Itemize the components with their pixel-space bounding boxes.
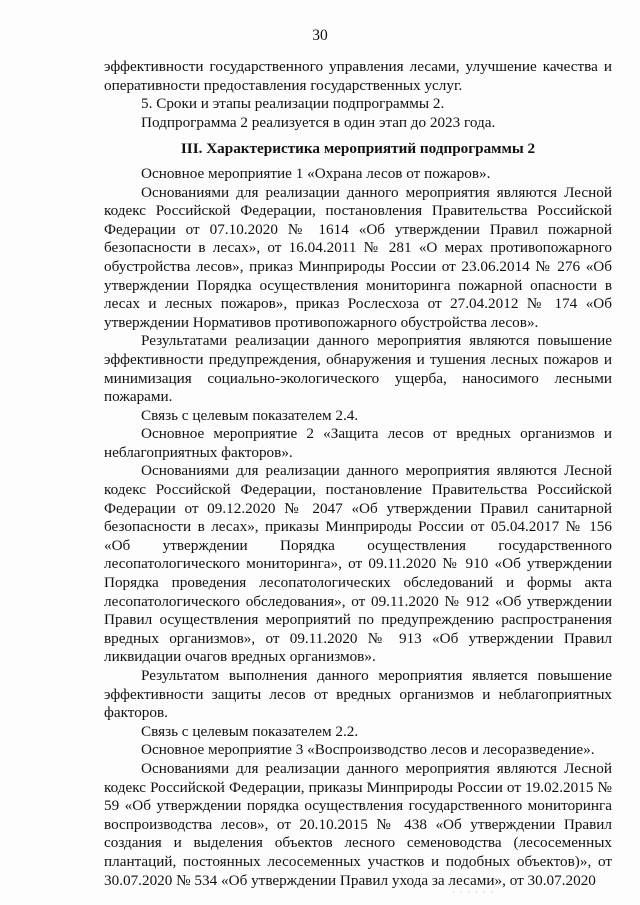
paragraph-measure-2-title: Основное мероприятие 2 «Защита лесов от вредных организмов и неблагоприятных факторов». [104,425,612,461]
section-heading: III. Характеристика мероприятий подпрограммы 2 [180,140,536,158]
paragraph-measure-2-results: Результатом выполнения данного мероприятия является повышение эффективности защиты лесов от вредных организмов и неблагоприятных факторов. [104,667,612,722]
paragraph-measure-2-grounds: Основаниями для реализации данного мероприятия являются Лесной кодекс Российской Федерации, постановление Правительства Российской Федерации от 09.12.2020 № 2047 «Об утверждении Правил санитарной безопасности в лесах», приказы Минприроды России от 05.04.2017 № 156 «Об утверждении Порядка осуществления государственного лесопатологического мониторинга», от 09.11.2020 № 910 «Об утверждении Порядка проведения лесопатологических обследований и формы акта лесопатологического обследования», от 09.11.2020 № 912 «Об утверждении Правил осуществления мероприятий по предупреждению распространения вредных организмов», от 09.11.2020 № 913 «Об утверждении Правил ликвидации очагов вредных организмов». [104,462,612,666]
paragraph-measure-1-grounds: Основаниями для реализации данного мероприятия являются Лесной кодекс Российской Федерации, постановления Правительства Российской Федерации от 07.10.2020 № 1614 «Об утверждении Правил пожарной безопасности в лесах», от 16.04.2011 № 281 «О мерах противопожарного обустройства лесов», приказ Минприроды России от 23.06.2014 № 276 «Об утверждении Порядка осуществления мониторинга пожарной опасности в лесах и лесных пожаров», приказ Рослесхоза от 27.04.2012 № 174 «Об утверждении Нормативов противопожарного обустройства лесов». [104,183,612,331]
paragraph-measure-3-title: Основное мероприятие 3 «Воспроизводство лесов и лесоразведение». [141,741,595,759]
paragraph-continuation: эффективности государственного управления лесами, улучшение качества и оперативности предоставления государственных услуг. [104,58,612,94]
paragraph-terms-title: 5. Сроки и этапы реализации подпрограммы 2. [141,95,445,113]
paragraph-measure-3-grounds: Основаниями для реализации данного мероприятия являются Лесной кодекс Российской Федерации, приказы Минприроды России от 19.02.2015 № 59 «Об утверждении порядка осуществления государственного мониторинга воспроизводства лесов», от 20.10.2015 № 438 «Об утверждении Правил создания и выделения объектов лесного семеноводства (лесосеменных плантаций, постоянных лесосеменных участков и подобных объектов)», от 30.07.2020 № 534 «Об утверждении Правил ухода за лесами», от 30.07.2020 [104,759,612,889]
paragraph-terms-text: Подпрограмма 2 реализуется в один этап до 2023 года. [141,113,496,131]
scan-artifact: · · · · · · [452,888,495,898]
page-number: 30 [312,27,328,44]
paragraph-measure-1-indicator: Связь с целевым показателем 2.4. [141,406,359,424]
document-body [104,58,612,890]
paragraph-measure-1-title: Основное мероприятие 1 «Охрана лесов от пожаров». [141,164,491,182]
paragraph-measure-1-results: Результатами реализации данного мероприятия являются повышение эффективности предупреждения, обнаружения и тушения лесных пожаров и минимизация социально-экологического ущерба, наносимого лесными пожарами. [104,332,612,406]
paragraph-measure-2-indicator: Связь с целевым показателем 2.2. [141,722,359,740]
